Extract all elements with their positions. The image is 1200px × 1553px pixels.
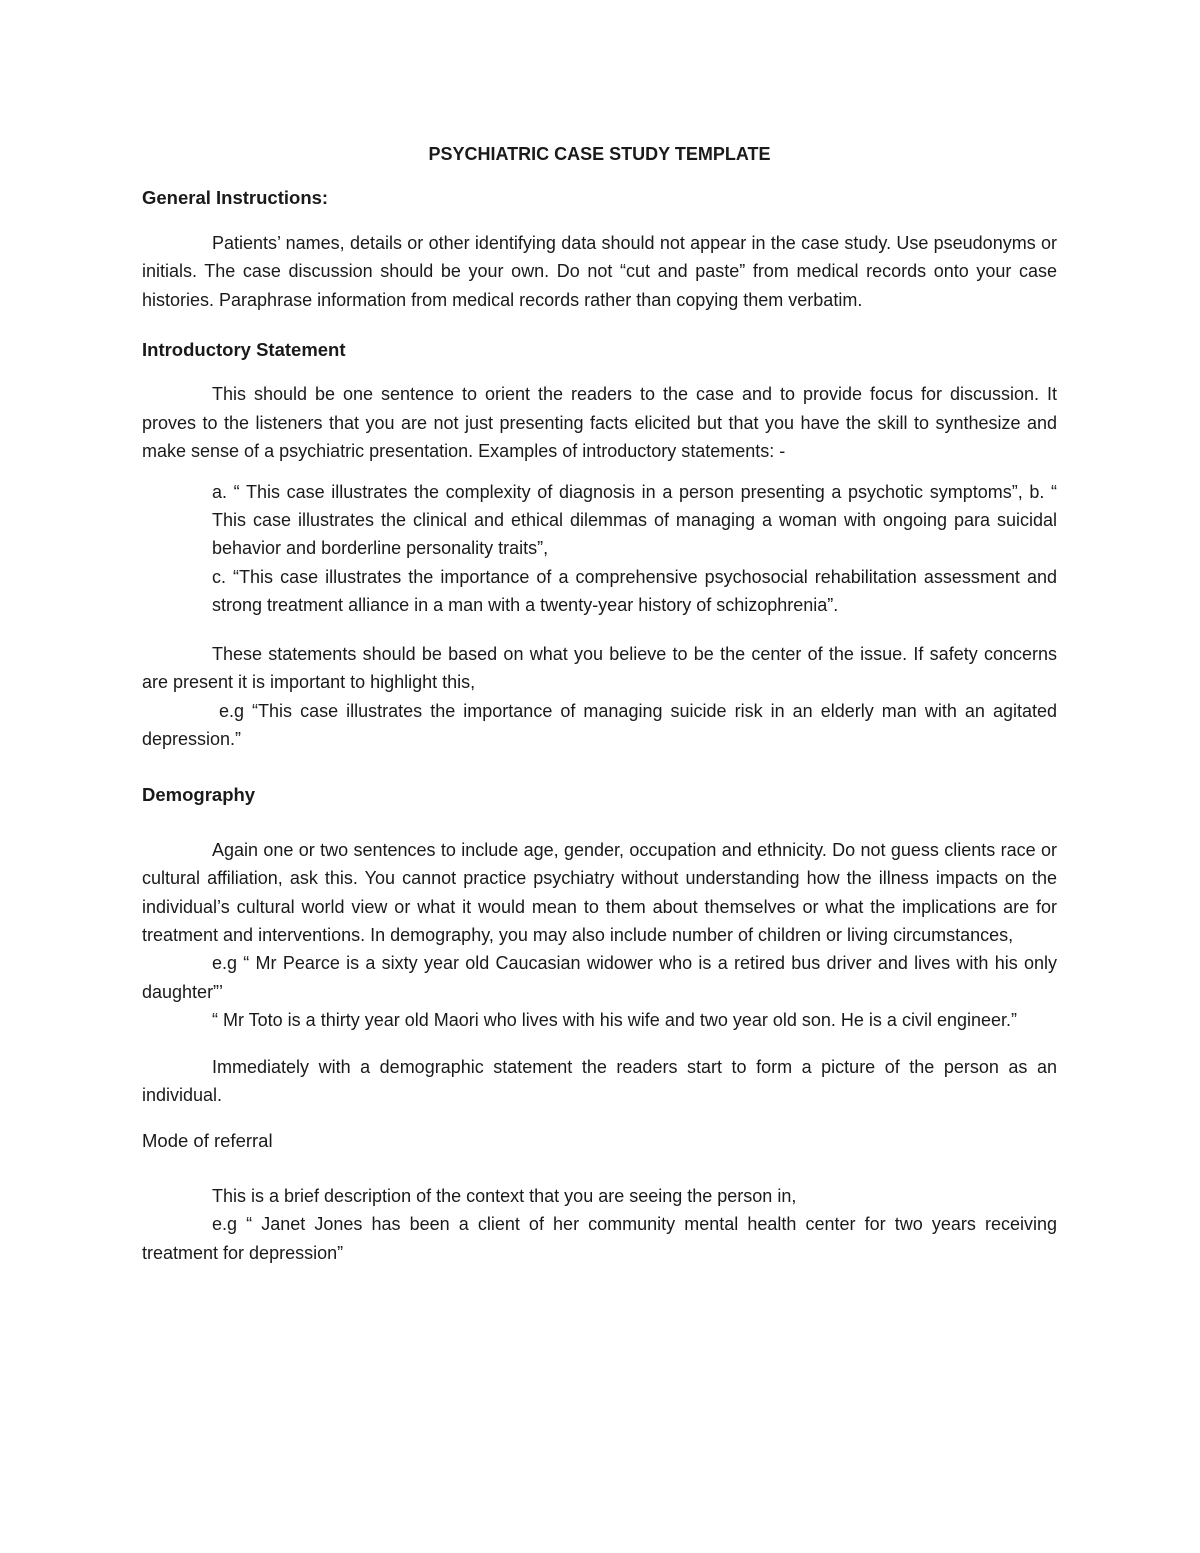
list-item: c. “This case illustrates the importance of a comprehensive psychosocial rehabilitation assessment and strong treatment alliance in a man with a twenty-year history of schizophrenia”.: [212, 566, 1057, 616]
introductory-statement-heading: Introductory Statement: [142, 339, 346, 361]
center-of-issue-paragraph: These statements should be based on what you believe to be the center of the issue. If safety concerns are present it is important to highlight this,: [142, 643, 1057, 693]
mode-of-referral-body: This is a brief description of the context that you are seeing the person in,: [212, 1185, 797, 1206]
list-item: a. “ This case illustrates the complexity of diagnosis in a person presenting a psychotic symptoms”, b. “ This case illustrates the clinical and ethical dilemmas of managing a woman with ongoing para suicidal behavior and borderline personality traits”,: [212, 481, 1057, 559]
introductory-examples-list: [212, 478, 1057, 620]
general-instructions-heading: General Instructions:: [142, 187, 329, 209]
safety-example: e.g “This case illustrates the importance of managing suicide risk in an elderly man with an agitated depression.”: [142, 700, 1057, 749]
demography-example-pearce: e.g “ Mr Pearce is a sixty year old Caucasian widower who is a retired bus driver and lives with his only daughter”’: [142, 953, 1057, 1002]
demography-example-toto: “ Mr Toto is a thirty year old Maori who lives with his wife and two year old son. He is a civil engineer.”: [212, 1010, 1017, 1031]
mode-of-referral-example: e.g “ Janet Jones has been a client of her community mental health center for two years receiving treatment for depression”: [142, 1214, 1057, 1263]
introductory-statement-body: This should be one sentence to orient the readers to the case and to provide focus for discussion. It proves to the listeners that you are not just presenting facts elicited but that you have the skill to synthesize and make sense of a psychiatric presentation. Examples of introductory statements: -: [142, 384, 1057, 462]
mode-of-referral-heading: Mode of referral: [142, 1130, 273, 1152]
document-title: PSYCHIATRIC CASE STUDY TEMPLATE: [428, 144, 771, 164]
demography-closing: Immediately with a demographic statement the readers start to form a picture of the person as an individual.: [142, 1056, 1057, 1105]
demography-body: Again one or two sentences to include age, gender, occupation and ethnicity. Do not guess clients race or cultural affiliation, ask this. You cannot practice psychiatry without understanding how the illness impacts on the individual’s cultural world view or what it would mean to them about themselves or what the implications are for treatment and interventions. In demography, you may also include number of children or living circumstances,: [142, 839, 1057, 945]
general-instructions-body: Patients’ names, details or other identifying data should not appear in the case study. Use pseudonyms or initials. The case discussion should be your own. Do not “cut and paste” from medical records onto your case histories. Paraphrase information from medical records rather than copying them verbatim.: [142, 232, 1057, 310]
demography-heading: Demography: [142, 784, 256, 806]
document-page: [142, 140, 1057, 1267]
